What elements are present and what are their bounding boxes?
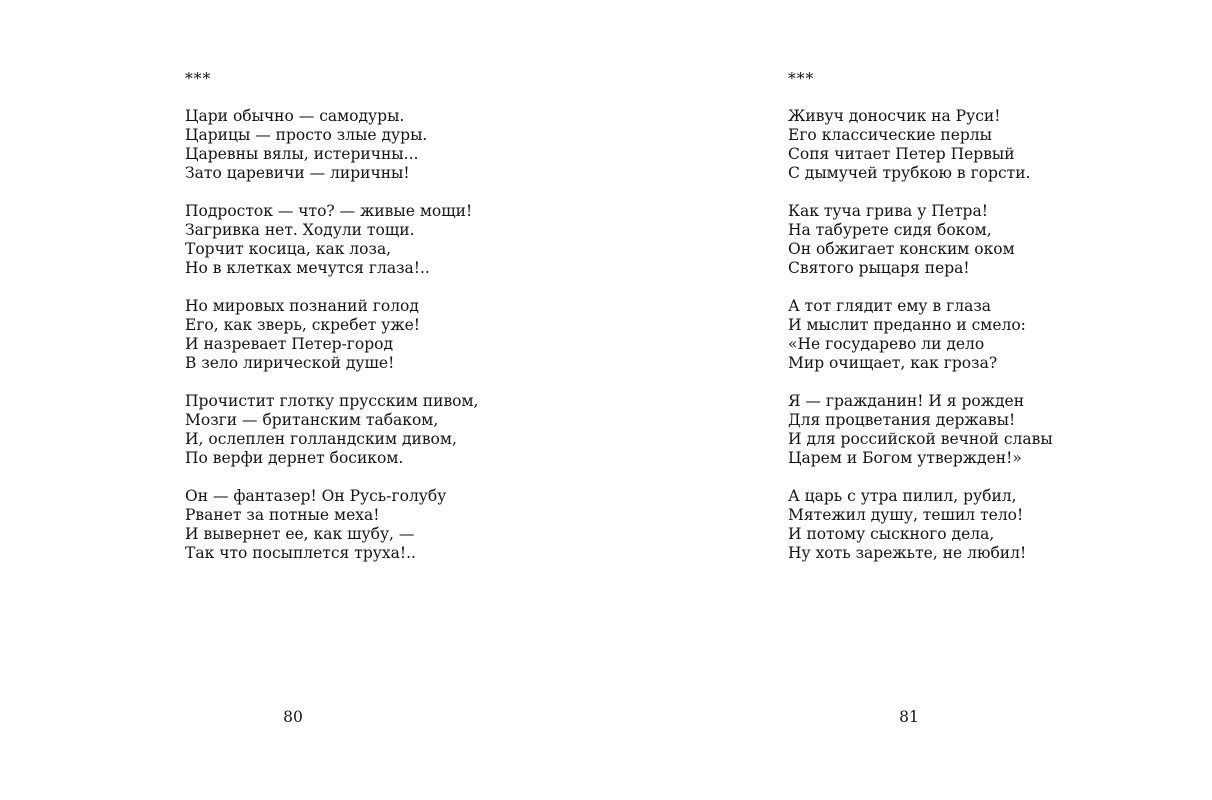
verse-line: Я — гражданин! И я рожден [788, 392, 1025, 410]
verse-line: Загривка нет. Ходули тощи. [185, 221, 415, 239]
verse-line: А тот глядит ему в глаза [788, 297, 992, 315]
page-number: 81 [899, 708, 919, 726]
verse-line: Цари обычно — самодуры. [185, 107, 405, 125]
stanza [788, 202, 1188, 278]
poem-right [788, 68, 1188, 582]
verse-line: Прочистит глотку прусским пивом, [185, 392, 479, 410]
verse-line: И мыслит преданно и смело: [788, 316, 1026, 334]
verse-line: «Не государево ли дело [788, 335, 985, 353]
stanza [185, 487, 585, 563]
verse-line: И, ослеплен голландским дивом, [185, 430, 457, 448]
verse-line: Ну хоть зарежьте, не любил! [788, 544, 1027, 562]
verse-line: Живуч доносчик на Руси! [788, 107, 1001, 125]
verse-line: Святого рыцаря пера! [788, 259, 970, 277]
verse-line: Но мировых познаний голод [185, 297, 419, 315]
verse-line: Царевны вялы, истеричны... [185, 145, 419, 163]
stanza [185, 107, 585, 183]
verse-line: Для процветания державы! [788, 411, 1016, 429]
verse-line: Зато царевичи — лиричны! [185, 164, 410, 182]
verse-line: Подросток — что? — живые мощи! [185, 202, 473, 220]
verse-line: И для российской вечной славы [788, 430, 1053, 448]
verse-line: Мозги — британским табаком, [185, 411, 439, 429]
poem-left [185, 68, 585, 582]
verse-line: На табурете сидя боком, [788, 221, 992, 239]
verse-line: Как туча грива у Петра! [788, 202, 988, 220]
verse-line: Он обжигает конским оком [788, 240, 1015, 258]
right-page [606, 0, 1212, 800]
verse-line: Но в клетках мечутся глаза!.. [185, 259, 430, 277]
verse-line: Его классические перлы [788, 126, 992, 144]
verse-line: Царицы — просто злые дуры. [185, 126, 428, 144]
page-number: 80 [283, 708, 303, 726]
verse-line: Мятежил душу, тешил тело! [788, 506, 1024, 524]
stanza [788, 107, 1188, 183]
verse-line: Его, как зверь, скребет уже! [185, 316, 420, 334]
section-separator: *** [185, 70, 212, 88]
verse-line: В зело лирической душе! [185, 354, 395, 372]
verse-line: Мир очищает, как гроза? [788, 354, 998, 372]
stanza [788, 392, 1188, 468]
stanza [788, 297, 1188, 373]
verse-line: По верфи дернет босиком. [185, 449, 404, 467]
section-separator: *** [788, 70, 815, 88]
verse-line: И потому сыскного дела, [788, 525, 995, 543]
stanza [185, 392, 585, 468]
verse-line: А царь с утра пилил, рубил, [788, 487, 1017, 505]
verse-line: Он — фантазер! Он Русь-голубу [185, 487, 447, 505]
verse-line: И назревает Петер-город [185, 335, 394, 353]
verse-line: Так что посыплется труха!.. [185, 544, 416, 562]
stanza [185, 202, 585, 278]
stanza [788, 487, 1188, 563]
verse-line: Торчит косица, как лоза, [185, 240, 392, 258]
verse-line: Рванет за потные меха! [185, 506, 380, 524]
verse-line: И вывернет ее, как шубу, — [185, 525, 415, 543]
stanza [185, 297, 585, 373]
verse-line: Царем и Богом утвержден!» [788, 449, 1022, 467]
verse-line: Сопя читает Петер Первый [788, 145, 1015, 163]
verse-line: С дымучей трубкою в горсти. [788, 164, 1031, 182]
